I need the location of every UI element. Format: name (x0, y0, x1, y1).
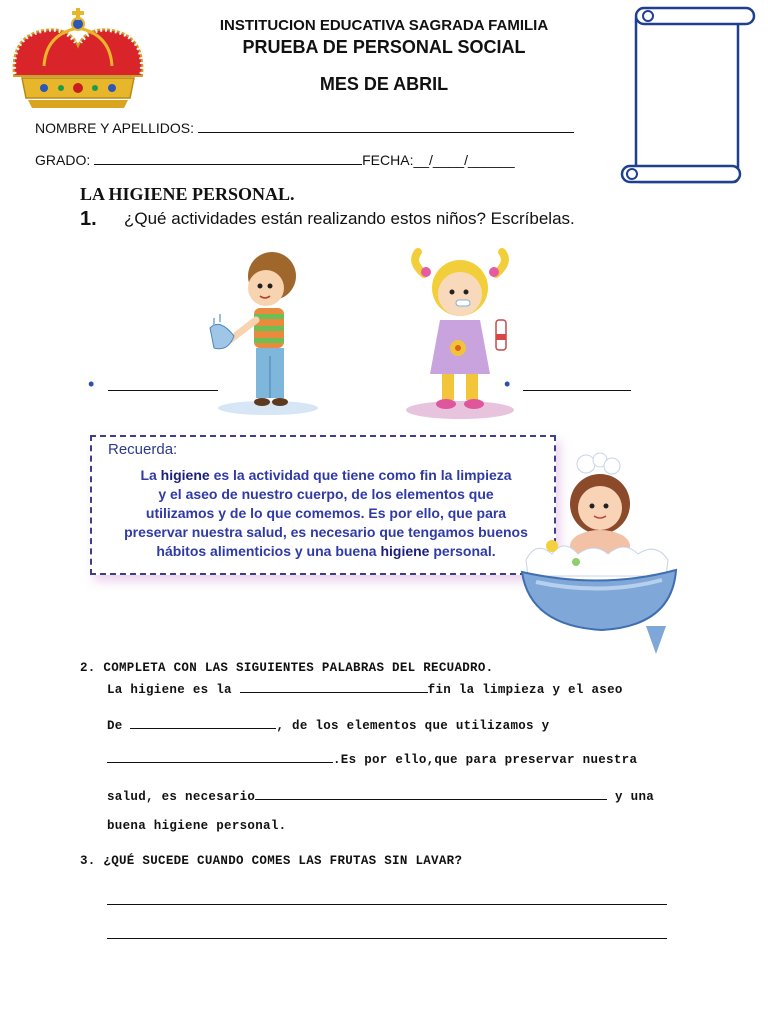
grade-label: GRADO: (35, 152, 91, 168)
name-label: NOMBRE Y APELLIDOS: (35, 120, 194, 136)
q1-bullet-1: • (88, 374, 95, 394)
q2-heading: 2. COMPLETA CON LAS SIGUIENTES PALABRAS DEL RECUADRO. (80, 661, 494, 675)
institution-name: INSTITUCION EDUCATIVA SAGRADA FAMILIA (219, 17, 549, 34)
q2-blank-4[interactable] (255, 785, 607, 800)
q2-blank-3[interactable] (107, 748, 333, 763)
recuerda-line-2: y el aseo de nuestro cuerpo, de los elementos que (158, 486, 494, 502)
q2-line-4: salud, es necesario y una (107, 785, 654, 804)
name-blank[interactable] (198, 118, 574, 133)
q2-blank-1[interactable] (240, 678, 428, 693)
q1-answer-line-2[interactable] (523, 390, 631, 391)
q1-number: 1. (80, 208, 97, 230)
recuerda-line-3: utilizamos y de lo que comemos. Es por ello, que para (145, 505, 507, 521)
recuerda-line-4: preservar nuestra salud, es necesario que tengamos buenos (124, 524, 528, 540)
q3-answer-line-1[interactable] (107, 904, 667, 905)
test-title: PRUEBA DE PERSONAL SOCIAL (242, 37, 526, 57)
q1-text: ¿Qué actividades están realizando estos niños? Escríbelas. (124, 209, 575, 228)
q2-line-2: De , de los elementos que utilizamos y (107, 714, 549, 733)
date-blank[interactable]: __/____/______ (413, 152, 515, 168)
recuerda-text (96, 466, 556, 561)
q2-line-3: .Es por ello,que para preservar nuestra (107, 748, 637, 767)
recuerda-title: Recuerda: (108, 441, 178, 458)
q2-line-5: buena higiene personal. (107, 819, 287, 833)
q3-heading: 3. ¿QUÉ SUCEDE CUANDO COMES LAS FRUTAS SIN LAVAR? (80, 854, 463, 868)
section-title: LA HIGIENE PERSONAL. (80, 184, 295, 204)
q3-answer-line-2[interactable] (107, 938, 667, 939)
q2-blank-2[interactable] (130, 714, 276, 729)
girl-bathing-illustration (516, 450, 686, 660)
month-title: MES DE ABRIL (319, 74, 449, 94)
grade-field-row (35, 150, 515, 168)
recuerda-line-1: La higiene es la actividad que tiene como fin la limpieza (140, 467, 512, 483)
grade-blank[interactable] (94, 150, 362, 165)
name-field-row (35, 118, 574, 136)
recuerda-line-5: hábitos alimenticios y una buena higiene personal. (156, 543, 496, 559)
boy-washing-hands-illustration (200, 248, 330, 418)
q1-answer-line-1[interactable] (108, 390, 218, 391)
q2-line-1: La higiene es la fin la limpieza y el aseo (107, 678, 623, 697)
date-label: FECHA: (362, 152, 414, 168)
q1-bullet-2: • (504, 374, 511, 394)
girl-brushing-teeth-illustration (400, 244, 530, 424)
